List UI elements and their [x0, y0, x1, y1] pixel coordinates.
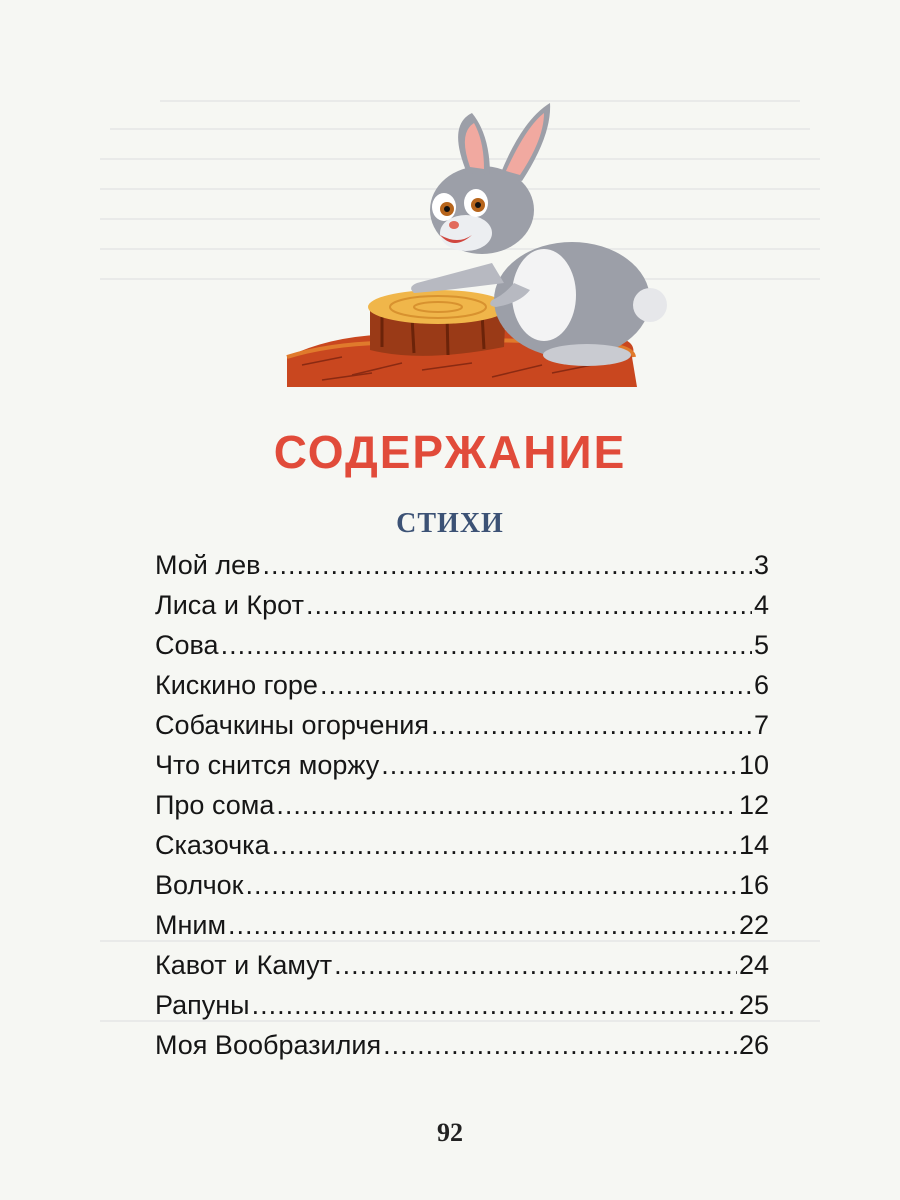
toc-entry[interactable] [155, 625, 769, 665]
toc-entry-title: Волчок [155, 870, 244, 900]
dot-leader [246, 865, 737, 905]
toc-entry-title: Кавот и Камут [155, 950, 333, 980]
toc-entry-title: Что снится моржу [155, 750, 380, 780]
dot-leader [431, 705, 752, 745]
toc-entry-page: 12 [738, 790, 769, 820]
toc-entry[interactable] [155, 985, 769, 1025]
toc-entry[interactable] [155, 665, 769, 705]
toc-entry-page: 16 [738, 870, 769, 900]
toc-entry-page: 14 [738, 830, 769, 860]
toc-entry[interactable] [155, 865, 769, 905]
toc-entry-page: 7 [753, 710, 769, 740]
toc-entry[interactable] [155, 1025, 769, 1065]
toc-entry[interactable] [155, 825, 769, 865]
toc-entry-page: 10 [738, 750, 769, 780]
dot-leader [272, 825, 737, 865]
toc-entry[interactable] [155, 945, 769, 985]
toc-entry-title: Лиса и Крот [155, 590, 304, 620]
toc-entry-title: Кискино горе [155, 670, 318, 700]
toc-entry-page: 6 [753, 670, 769, 700]
toc-entry-title: Мой лев [155, 550, 261, 580]
toc-entry-page: 3 [753, 550, 769, 580]
dot-leader [228, 905, 737, 945]
toc-entry-page: 4 [753, 590, 769, 620]
toc-entry-title: Моя Вообразилия [155, 1030, 382, 1060]
dot-leader [383, 1025, 737, 1065]
page-number: 92 [437, 1118, 463, 1147]
toc-entry-title: Мним [155, 910, 227, 940]
table-of-contents [155, 545, 769, 1065]
dot-leader [276, 785, 737, 825]
toc-entry-page: 25 [738, 990, 769, 1020]
dot-leader [306, 585, 752, 625]
toc-entry[interactable] [155, 585, 769, 625]
bunny-on-stump-icon [282, 95, 682, 395]
toc-entry-page: 5 [753, 630, 769, 660]
section-title: СТИХИ [396, 508, 504, 539]
toc-entry[interactable] [155, 745, 769, 785]
toc-entry-title: Рапуны [155, 990, 250, 1020]
toc-entry-title: Про сома [155, 790, 275, 820]
toc-entry-title: Сказочка [155, 830, 270, 860]
dot-leader [381, 745, 737, 785]
dot-leader [334, 945, 737, 985]
page-title: СОДЕРЖАНИЕ [273, 426, 627, 478]
toc-entry-page: 26 [738, 1030, 769, 1060]
dot-leader [263, 545, 752, 585]
toc-entry-page: 24 [738, 950, 769, 980]
toc-entry-page: 22 [738, 910, 769, 940]
dot-leader [320, 665, 752, 705]
toc-entry[interactable] [155, 905, 769, 945]
dot-leader [252, 985, 737, 1025]
toc-entry[interactable] [155, 545, 769, 585]
toc-entry-title: Собачкины огорчения [155, 710, 429, 740]
toc-entry[interactable] [155, 705, 769, 745]
toc-entry-title: Сова [155, 630, 219, 660]
dot-leader [221, 625, 752, 665]
toc-entry[interactable] [155, 785, 769, 825]
